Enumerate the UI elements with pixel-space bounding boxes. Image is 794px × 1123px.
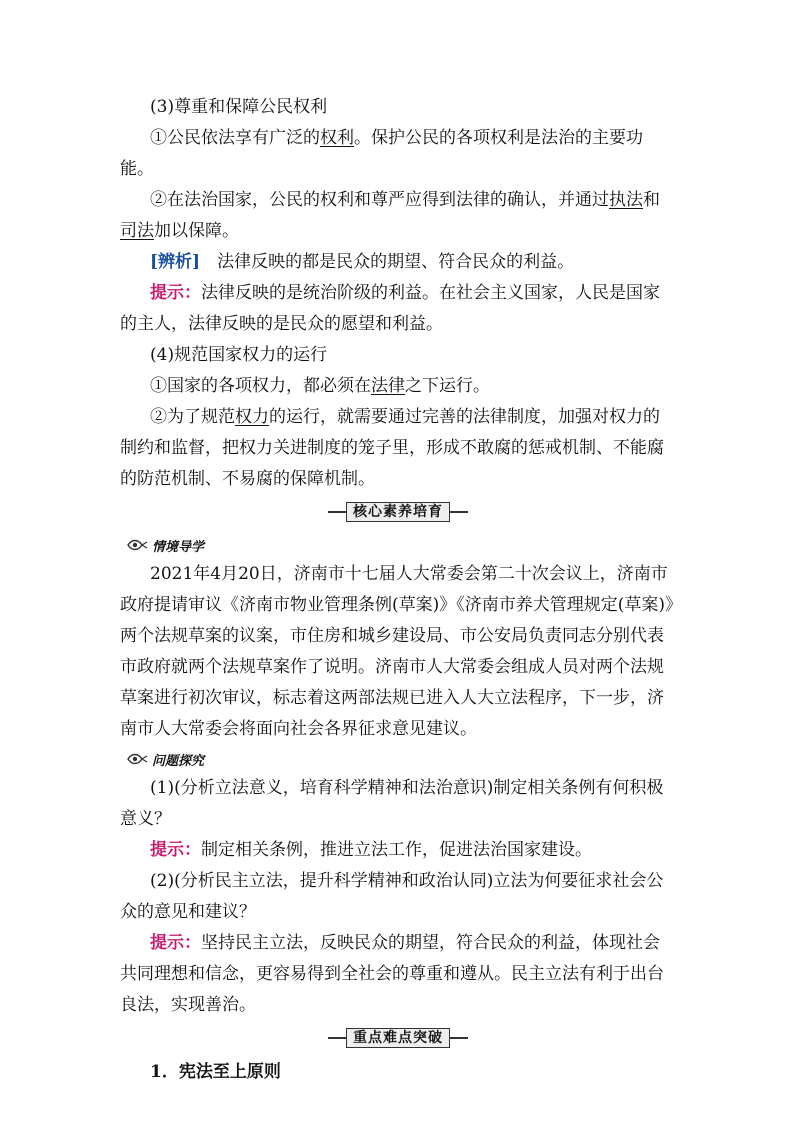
tip-label: 提示： (150, 283, 201, 303)
scroll-icon (126, 751, 148, 767)
subheading-inquiry: 问题探究 (120, 745, 676, 773)
document-content (120, 92, 676, 1088)
banner-line-right (450, 511, 468, 513)
paragraph-power-1: ①国家的各项权力，都必须在法律之下运行。 (150, 376, 490, 396)
section-banner-core (120, 499, 676, 525)
scroll-icon (126, 537, 148, 553)
scenario-paragraph: 2021年4月20日，济南市十七届人大常委会第二十次会议上，济南市政府提请审议《济南市物业管理条例(草案)》《济南市养犬管理规定(草案)》两个法规草案的议案，市住房和城乡建设局、市公安局负责同志分别代表市政府就两个法规草案作了说明。济南市人大常委会组成人员对两个法规草案进行初次审议，标志着这两部法规已进入人大立法程序，下一步，济南市人大常委会将面向社会各界征求意见建议。 (120, 564, 674, 739)
tip-paragraph-2: 提示：制定相关条例，推进立法工作，促进法治国家建设。 (150, 840, 592, 860)
question-2: (2)(分析民主立法，提升科学精神和政治认同)立法为何要征求社会公众的意见和建议？ (120, 871, 664, 922)
section-banner-key (120, 1025, 676, 1051)
banner-line-left (328, 511, 346, 513)
analysis-tag: [辨析] (150, 252, 201, 272)
tip-paragraph-1: 提示：法律反映的是统治阶级的利益。在社会主义国家，人民是国家的主人，法律反映的是民众的愿望和利益。 (120, 283, 660, 334)
banner-line-right (450, 1037, 468, 1039)
banner-line-left (328, 1037, 346, 1039)
section-heading-4: (4)规范国家权力的运行 (150, 345, 328, 365)
tip-label: 提示： (150, 933, 201, 953)
paragraph-rights-2: ②在法治国家，公民的权利和尊严应得到法律的确认，并通过执法和司法加以保障。 (120, 190, 660, 241)
underlined-term: 权利 (320, 128, 354, 148)
underlined-term: 法律 (371, 376, 405, 396)
question-1: (1)(分析立法意义，培育科学精神和法治意识)制定相关条例有何积极意义？ (120, 778, 664, 829)
paragraph-power-2: ②为了规范权力的运行，就需要通过完善的法律制度，加强对权力的制约和监督，把权力关进制度的笼子里，形成不敢腐的惩戒机制、不能腐的防范机制、不易腐的保障机制。 (120, 407, 664, 489)
underlined-term: 司法 (120, 221, 154, 241)
subheading-scenario: 情境导学 (120, 531, 676, 559)
tip-paragraph-3: 提示：坚持民主立法，反映民众的期望，符合民众的利益，体现社会共同理想和信念，更容易得到全社会的尊重和遵从。民主立法有利于出台良法，实现善治。 (120, 933, 664, 1015)
point-heading-1: 1．宪法至上原则 (150, 1062, 281, 1082)
underlined-term: 权力 (235, 407, 269, 427)
banner-title: 重点难点突破 (346, 1028, 450, 1048)
paragraph-rights-1: ①公民依法享有广泛的权利。保护公民的各项权利是法治的主要功能。 (120, 128, 643, 179)
tip-label: 提示： (150, 840, 201, 860)
banner-title: 核心素养培育 (346, 502, 450, 522)
section-heading-3: (3)尊重和保障公民权利 (150, 97, 328, 117)
underlined-term: 执法 (609, 190, 643, 210)
analysis-paragraph: [辨析] 法律反映的都是民众的期望、符合民众的利益。 (150, 252, 575, 272)
